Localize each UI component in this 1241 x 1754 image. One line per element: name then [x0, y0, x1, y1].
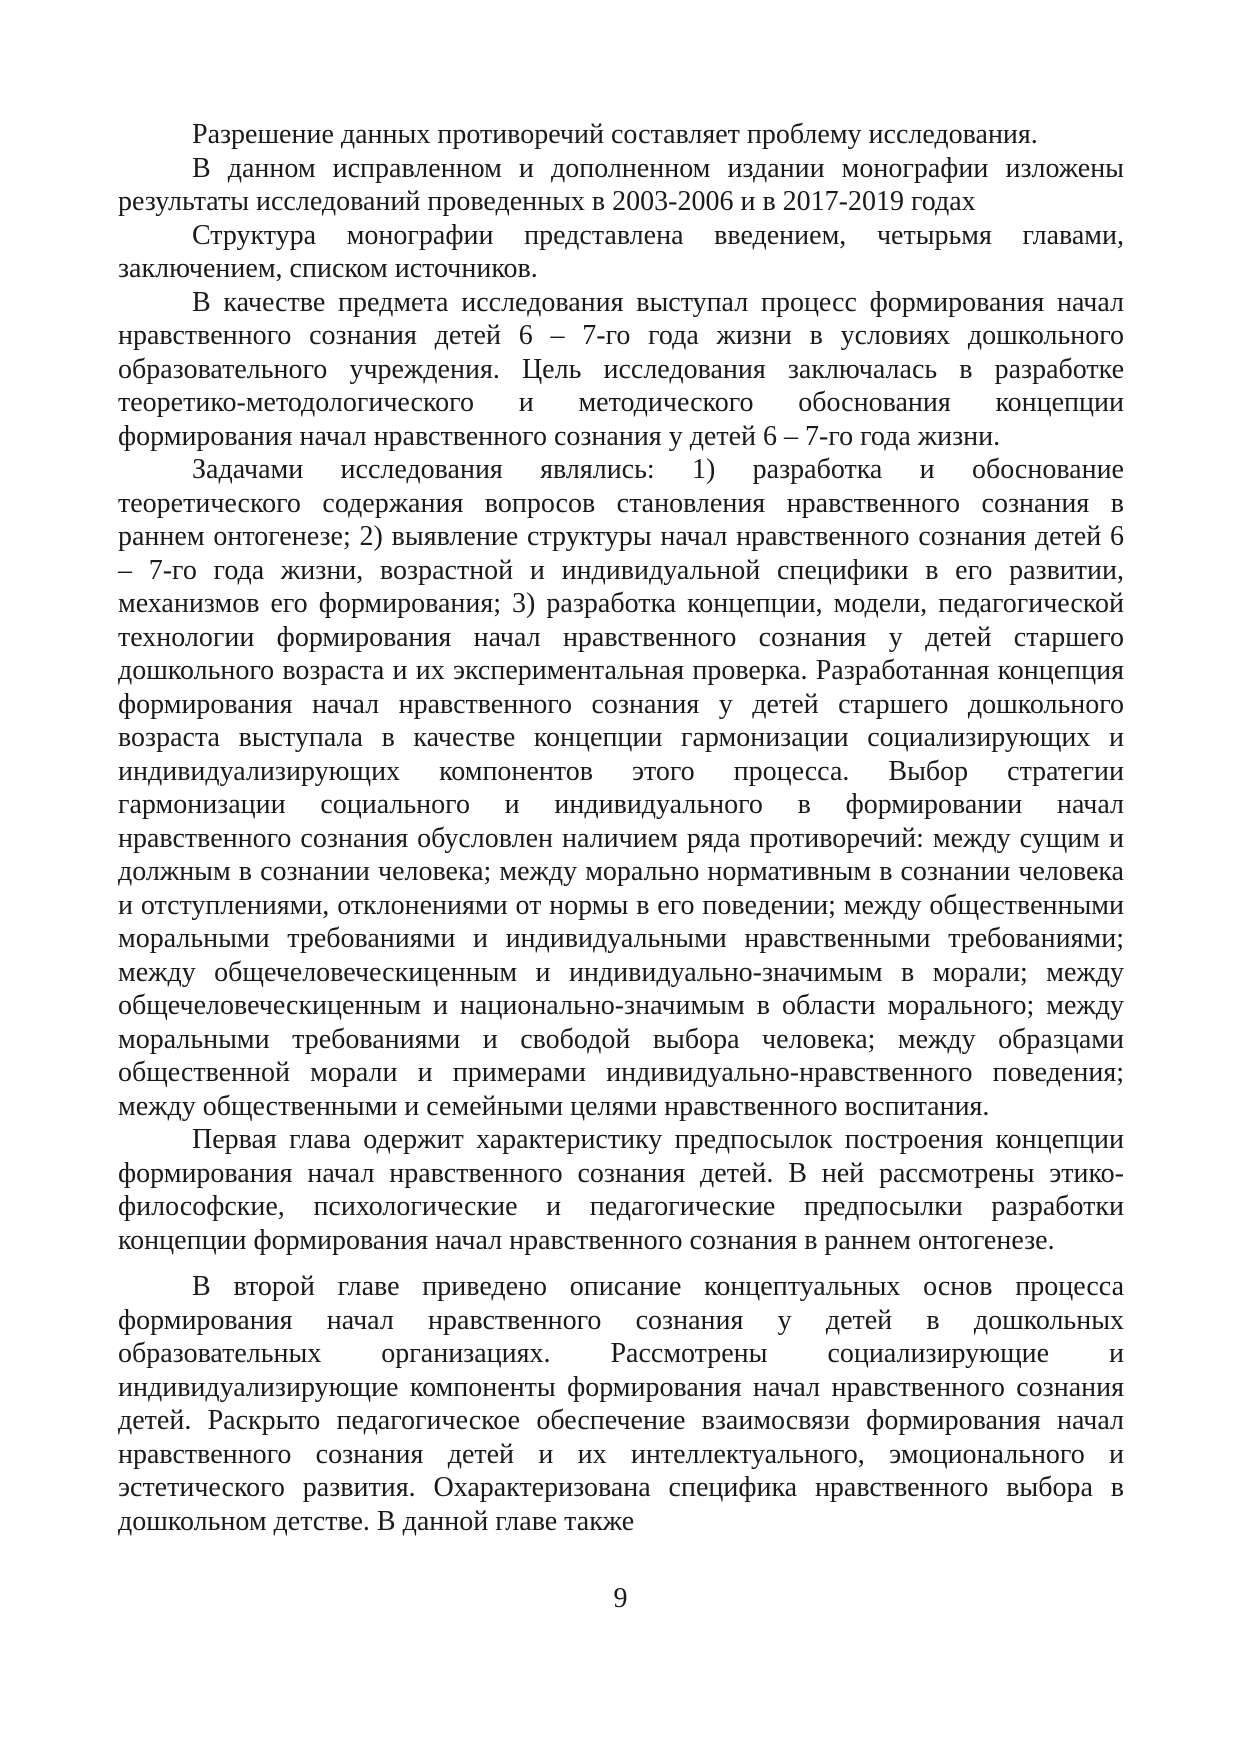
paragraph-structure: Структура монографии представлена введением, четырьмя главами, заключением, списком источников. — [118, 219, 1124, 284]
paragraph-chapter-two: В второй главе приведено описание концептуальных основ процесса формирования начал нравственного сознания у детей в дошкольных образовательных организациях. Рассмотрены социализирующие и индивидуализирующие компоненты формирования начал нравственного сознания детей. Раскрыто педагогическое обеспечение взаимосвязи формирования начал нравственного сознания детей и их интеллектуального, эмоционального и эстетического развития. Охарактеризована специфика нравственного выбора в дошкольном детстве. В данной главе также — [118, 1271, 1124, 1537]
paragraph-tasks: Задачами исследования являлись: 1) разработка и обоснование теоретического содержания вопросов становления нравственного сознания в раннем онтогенезе; 2) выявление структуры начал нравственного сознания детей 6 – 7-го года жизни, возрастной и индивидуальной специфики в его развитии, механизмов его формирования; 3) разработка концепции, модели, педагогической технологии формирования начал нравственного сознания у детей старшего дошкольного возраста и их экспериментальная проверка. Разработанная концепция формирования начал нравственного сознания у детей старшего дошкольного возраста выступала в качестве концепции гармонизации социализирующих и индивидуализирующих компонентов этого процесса. Выбор стратегии гармонизации социального и индивидуального в формировании начал нравственного сознания обусловлен наличием ряда противоречий: между сущим и должным в сознании человека; между морально нормативным в сознании человека и отступлениями, отклонениями от нормы в его поведении; между общественными моральными требованиями и индивидуальными нравственными требованиями; между общечеловеческиценным и индивидуально-значимым в морали; между общечеловеческиценным и национально-значимым в области морального; между моральными требованиями и свободой выбора человека; между образцами общественной морали и примерами индивидуально-нравственного поведения; между общественными и семейными целями нравственного воспитания. — [118, 454, 1124, 1122]
body-text — [118, 118, 1124, 1538]
paragraph-chapter-one: Первая глава одержит характеристику предпосылок построения концепции формирования начал нравственного сознания детей. В ней рассмотрены этико-философские, психологические и педагогические предпосылки разработки концепции формирования начал нравственного сознания в раннем онтогенезе. — [118, 1124, 1124, 1256]
paragraph-edition: В данном исправленном и дополненном издании монографии изложены результаты исследований проведенных в 2003-2006 и в 2017-2019 годах — [118, 152, 1124, 217]
paragraph-problem: Разрешение данных противоречий составляет проблему исследования. — [192, 119, 1038, 150]
page-number: 9 — [613, 1583, 628, 1614]
paragraph-subject: В качестве предмета исследования выступал процесс формирования начал нравственного сознания детей 6 – 7-го года жизни в условиях дошкольного образовательного учреждения. Цель исследования заключалась в разработке теоретико-методологического и методического обоснования концепции формирования начал нравственного сознания у детей 6 – 7-го года жизни. — [118, 286, 1124, 452]
